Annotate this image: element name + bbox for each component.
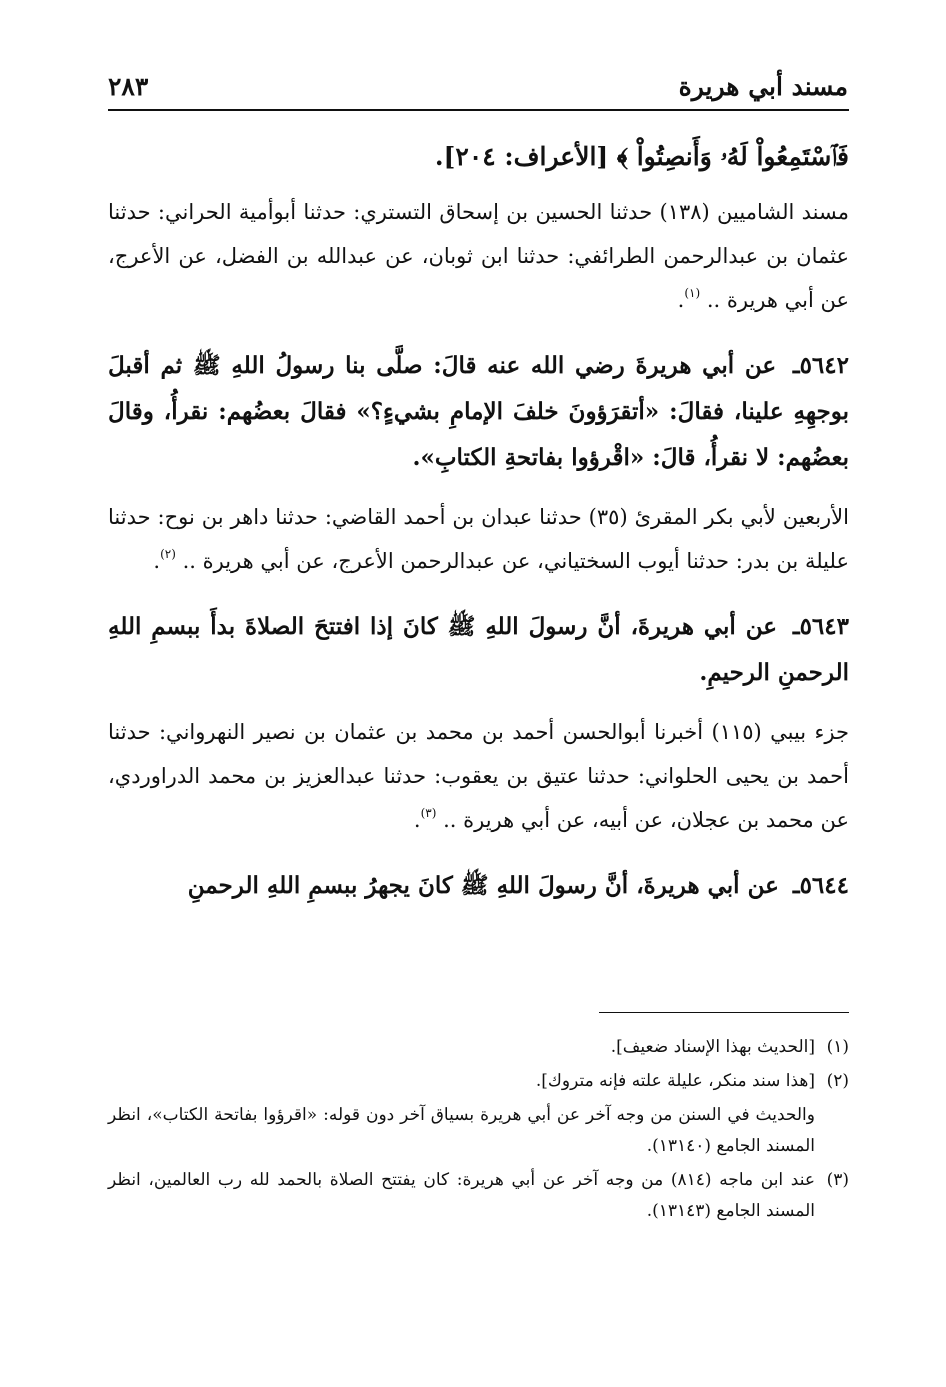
footnote-2-mark: (٢) (826, 1071, 849, 1091)
footnotes (108, 1032, 849, 1230)
footnote-1 (108, 1032, 849, 1063)
source-citation-1-text: مسند الشاميين (١٣٨) حدثنا الحسين بن إسحاق التستري: حدثنا أبوأمية الحراني: حدثنا عثمان بن عبدالرحمن الطرائفي: حدثنا ابن ثوبان، عن عبدالله بن الفضل، عن الأعرج، عن أبي هريرة .. (108, 200, 849, 312)
footnote-ref-2: (٢) (160, 547, 176, 561)
main-text (108, 132, 849, 923)
hadith-text-5644: عن أبي هريرةَ، أنَّ رسولَ اللهِ ﷺ كانَ يجهرُ ببسمِ اللهِ الرحمنِ (187, 872, 779, 899)
page-number: ٢٨٣ (108, 71, 149, 101)
footnote-2 (108, 1066, 849, 1097)
footnote-3 (108, 1165, 849, 1227)
hadith-5642 (108, 343, 849, 481)
footnote-1-mark: (١) (826, 1037, 849, 1057)
footnote-ref-1: (١) (684, 286, 701, 300)
running-title: مسند أبي هريرة (678, 71, 848, 101)
footnote-1-text: [الحديث بهذا الإسناد ضعيف]. (610, 1037, 815, 1057)
source-citation-1: مسند الشاميين (١٣٨) حدثنا الحسين بن إسحاق التستري: حدثنا أبوأمية الحراني: حدثنا عثمان بن عبدالرحمن الطرائفي: حدثنا ابن ثوبان، عن عبدالله بن الفضل، عن الأعرج، عن أبي هريرة .. $^{(١)}$. (108, 200, 849, 312)
source-citation-3: جزء بيبي (١١٥) أخبرنا أبوالحسن أحمد بن محمد بن عثمان بن نصير النهرواني: حدثنا أحمد بن يحيى الحلواني: حدثنا عتيق بن يعقوب: حدثنا عبدالعزيز بن محمد الدراوردي، عن محمد بن عجلان، عن أبيه، عن أبي هريرة .. $^{(٣)}$. (108, 720, 849, 832)
hadith-5644 (108, 863, 849, 909)
header-rule (108, 109, 849, 111)
footnote-ref-3: (٣) (420, 806, 437, 820)
quran-verse-line (108, 132, 849, 182)
footnote-rule (599, 1012, 849, 1013)
hadith-text-5643: عن أبي هريرةَ، أنَّ رسولَ اللهِ ﷺ كانَ إذا افتتحَ الصلاةَ بدأَ ببسمِ اللهِ الرحمنِ الرحيمِ. (108, 613, 849, 686)
footnote-3-mark: (٣) (826, 1170, 849, 1190)
hadith-5643 (108, 604, 849, 696)
hadith-number-5642: ٥٦٤٢ـ (792, 352, 849, 379)
footnote-2-text: [هذا سند منكر، عليلة علته فإنه متروك]. (535, 1071, 815, 1091)
hadith-number-5644: ٥٦٤٤ـ (792, 872, 849, 899)
source-citation-3-text: جزء بيبي (١١٥) أخبرنا أبوالحسن أحمد بن محمد بن عثمان بن نصير النهرواني: حدثنا أحمد بن يحيى الحلواني: حدثنا عتيق بن يعقوب: حدثنا عبدالعزيز بن محمد الدراوردي، عن محمد بن عجلان، عن أبيه، عن أبي هريرة .. (108, 720, 849, 832)
source-citation-2: الأربعين لأبي بكر المقرئ (٣٥) حدثنا عبدان بن أحمد القاضي: حدثنا داهر بن نوح: حدثنا عليلة بن بدر: حدثنا أيوب السختياني، عن عبدالرحمن الأعرج، عن أبي هريرة .. $^{(٢)}$. (108, 505, 849, 573)
quran-verse-text: فَٱسْتَمِعُواْ لَهُۥ وَأَنصِتُواْ ﴾ [الأعراف: ٢٠٤]. (434, 142, 849, 171)
hadith-text-5642: عن أبي هريرةَ رضي الله عنه قالَ: صلَّى بنا رسولُ اللهِ ﷺ ثم أقبلَ بوجهِهِ علينا، فقالَ: «أتقرَؤونَ خلفَ الإمامِ بشيءٍ؟» فقالَ بعضُهم: نقرأُ، وقالَ بعضُهم: لا نقرأُ، قالَ: «اقْرؤوا بفاتحةِ الكتابِ». (108, 352, 849, 471)
page-header (108, 66, 848, 106)
source-citation-2-text: الأربعين لأبي بكر المقرئ (٣٥) حدثنا عبدان بن أحمد القاضي: حدثنا داهر بن نوح: حدثنا عليلة بن بدر: حدثنا أيوب السختياني، عن عبدالرحمن الأعرج، عن أبي هريرة .. (108, 505, 849, 573)
footnote-2-continuation: والحديث في السنن من وجه آخر عن أبي هريرة بسياق آخر دون قوله: «اقرؤوا بفاتحة الكتاب»، انظر المسند الجامع (١٣١٤٠). (108, 1105, 815, 1156)
footnote-3-text: عند ابن ماجه (٨١٤) من وجه آخر عن أبي هريرة: كان يفتتح الصلاة بالحمد لله رب العالمين، انظر المسند الجامع (١٣١٤٣). (108, 1170, 815, 1221)
hadith-number-5643: ٥٦٤٣ـ (792, 613, 849, 640)
